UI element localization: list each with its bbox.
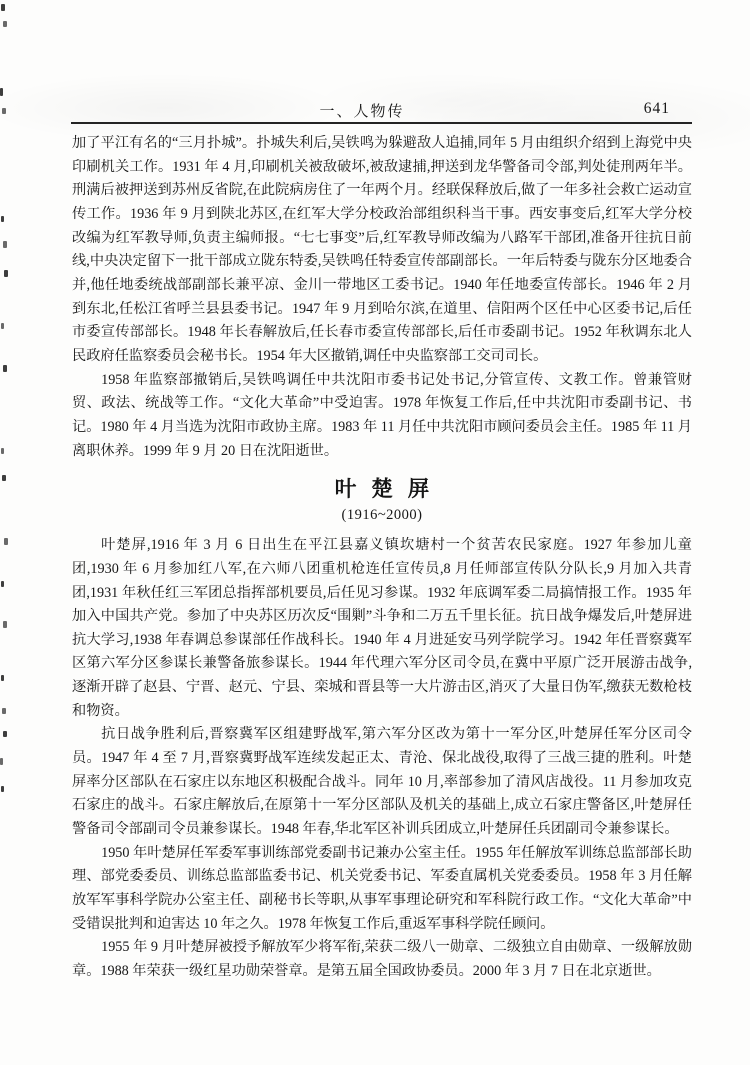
scan-artifact (1, 675, 4, 681)
scan-artifact (1, 323, 4, 329)
scan-artifact (0, 758, 3, 765)
scan-artifact (1, 4, 5, 11)
running-header-title: 一、人物传 (319, 104, 405, 120)
ye-bio-paragraph: 抗日战争胜利后,晋察冀军区组建野战军,第六军分区改为第十一军分区,叶楚屏任军分区司令员。1947 年 4 至 7 月,晋察冀野战军连续发起正太、青沧、保北战役,取得了三战三捷的胜利。叶楚屏率分区部队在石家庄以东地区积极配合战斗。同年 10 月,率部参加了清风店战役。11 月参加攻克石家庄的战斗。石家庄解放后,在原第十一军分区部队及机关的基础上,成立石家庄警备区,叶楚屏任警备司令部副司令员兼参谋长。1948 年春,华北军区补训兵团成立,叶楚屏任兵团副司令兼参谋长。 (72, 726, 692, 838)
scan-artifact (3, 241, 7, 248)
scan-artifact (4, 270, 8, 277)
scan-artifact (0, 88, 3, 96)
ye-biography-name-heading: 叶楚屏 (334, 477, 445, 502)
wu-bio-paragraph-continuation: 加了平江有名的“三月扑城”。扑城失利后,吴铁鸣为躲避敌人追捕,同年 5 月由组织介绍到上海党中央印刷机关工作。1931 年 4 月,印刷机关被敌破坏,被敌逮捕,押送到龙华警备司令部,判处徒刑两年半。刑满后被押送到苏州反省院,在此院病房住了一年两个月。经联保释放后,做了一年多社会救亡运动宣传工作。1936 年 9 月到陕北苏区,在红军大学分校政治部组织科当干事。西安事变后,红军大学分校改编为红军教导师,负责主编师报。“七七事变”后,红军教导师改编为八路军干部团,准备开往抗日前线,中央决定留下一批干部成立陇东特委,吴铁鸣任特委宣传部副部长。一年后特委与陇东分区地委合并,他任地委统战部副部长兼平凉、金川一带地区工委书记。1940 年任地委宣传部长。1946 年 2 月到东北,任松江省呼兰县县委书记。1947 年 9 月到哈尔滨,在道里、信阳两个区任中心区委书记,后任市委宣传部部长。1948 年长春解放后,任长春市委宣传部部长,后任市委副书记。1952 年秋调东北人民政府任监察委员会秘书长。1954 年大区撤销,调任中央监察部工交司司长。 (72, 135, 692, 364)
running-header (72, 100, 692, 122)
page-number: 641 (643, 100, 670, 117)
scan-artifact (3, 21, 7, 27)
scan-artifact (1, 216, 4, 222)
scan-artifact (3, 731, 7, 737)
ye-biography-life-years: (1916~2000) (341, 507, 423, 524)
scan-artifact (1, 581, 4, 587)
scan-artifact (1, 448, 4, 454)
ye-bio-paragraph: 1950 年叶楚屏任军委军事训练部党委副书记兼办公室主任。1955 年任解放军训练总监部部长助理、部党委委员、训练总监部监委书记、机关党委书记、军委直属机关党委委员。1958 年 3 月任解放军军事科学院办公室主任、副秘书长等职,从事军事理论研究和军科院行政工作。“文化大革命”中受错误批判和迫害达 10 年之久。1978 年恢复工作后,重返军事科学院任顾问。 (72, 844, 692, 932)
ye-bio-paragraph: 叶楚屏,1916 年 3 月 6 日出生在平江县嘉义镇坎塘村一个贫苦农民家庭。1927 年参加儿童团,1930 年 6 月参加红八军,在六师八团重机枪连任宣传员,8 月任师部宣传队分队长,9 月加入共青团,1931 年秋任红三军团总指挥部机要员,后任见习参谋。1932 年底调军委二局搞情报工作。1935 年加入中国共产党。参加了中央苏区历次反“围剿”斗争和二万五千里长征。抗日战争爆发后,叶楚屏进抗大学习,1938 年春调总参谋部任作战科长。1940 年 4 月进延安马列学院学习。1942 年任晋察冀军区第六军分区参谋长兼警备旅参谋长。1944 年代理六军分区司令员,在冀中平原广泛开展游击战争,逐渐开辟了赵县、宁晋、赵元、宁县、栾城和晋县等一大片游击区,消灭了大量日伪军,缴获无数枪枝和物资。 (72, 537, 692, 719)
scan-artifact (2, 108, 6, 114)
wu-bio-paragraph: 1958 年监察部撤销后,吴铁鸣调任中共沈阳市委书记处书记,分管宣传、文教工作。曾兼管财贸、政法、统战等工作。“文化大革命”中受迫害。1978 年恢复工作后,任中共沈阳市委副书记、书记。1980 年 4 月当选为沈阳市政协主席。1983 年 11 月任中共沈阳市顾问委员会主任。1985 年 11 月离职休养。1999 年 9 月 20 日在沈阳逝世。 (72, 371, 692, 459)
ye-bio-paragraph: 1955 年 9 月叶楚屏被授予解放军少将军衔,荣获二级八一勋章、二级独立自由勋章、一级解放勋章。1988 年荣获一级红星功勋荣誉章。是第五届全国政协委员。2000 年 3 月 7 日在北京逝世。 (72, 939, 692, 979)
scan-artifact (2, 475, 6, 481)
scan-artifact (3, 621, 7, 628)
scan-artifact (1, 786, 4, 792)
scan-artifact (2, 708, 6, 714)
scan-artifact (3, 365, 7, 372)
header-divider-rule (71, 122, 692, 124)
scan-artifact (4, 538, 8, 545)
page-content (72, 132, 692, 984)
